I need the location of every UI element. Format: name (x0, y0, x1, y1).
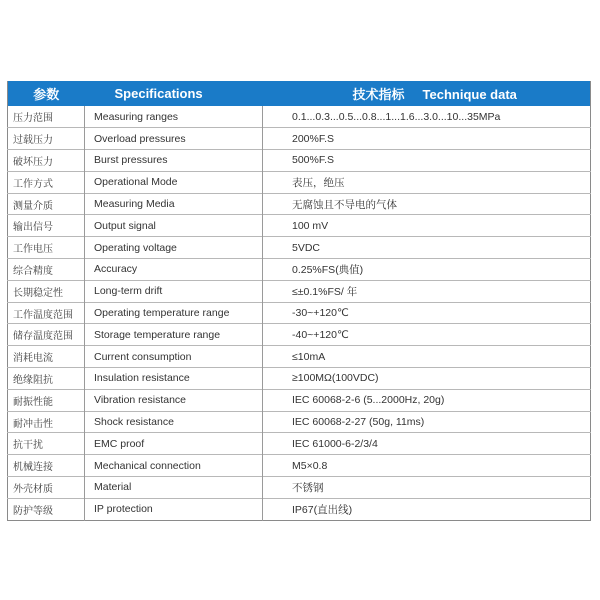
value-cell: 0.25%FS(典值) (263, 259, 591, 281)
value-cell: 5VDC (263, 237, 591, 259)
value-cell: 100 mV (263, 215, 591, 237)
param-en-cell: Overload pressures (85, 128, 263, 150)
param-zh-cell: 耐冲击性 (8, 411, 85, 433)
spec-table (7, 81, 591, 521)
table-row (8, 455, 591, 477)
value-cell: IP67(直出线) (263, 498, 591, 520)
param-zh-cell: 储存温度范围 (8, 324, 85, 346)
table-row (8, 498, 591, 520)
param-en-cell: Operating temperature range (85, 302, 263, 324)
param-zh-cell: 输出信号 (8, 215, 85, 237)
value-cell: -30~+120℃ (263, 302, 591, 324)
table-row (8, 368, 591, 390)
table-row (8, 324, 591, 346)
table-header (8, 81, 591, 106)
param-zh-cell: 过载压力 (8, 128, 85, 150)
param-en-cell: IP protection (85, 498, 263, 520)
table-row (8, 302, 591, 324)
param-zh-cell: 工作电压 (8, 237, 85, 259)
param-zh-cell: 消耗电流 (8, 346, 85, 368)
table-row (8, 215, 591, 237)
param-zh-cell: 工作方式 (8, 171, 85, 193)
param-zh-cell: 绝缘阻抗 (8, 368, 85, 390)
table-row (8, 411, 591, 433)
param-zh-cell: 外壳材质 (8, 477, 85, 499)
value-cell: ≥100MΩ(100VDC) (263, 368, 591, 390)
param-en-cell: Insulation resistance (85, 368, 263, 390)
table-row (8, 193, 591, 215)
param-en-cell: Storage temperature range (85, 324, 263, 346)
param-en-cell: Output signal (85, 215, 263, 237)
param-en-cell: Measuring Media (85, 193, 263, 215)
param-en-cell: Mechanical connection (85, 455, 263, 477)
table-row (8, 171, 591, 193)
table-row (8, 150, 591, 172)
param-zh-cell: 机械连接 (8, 455, 85, 477)
value-cell: M5×0.8 (263, 455, 591, 477)
value-cell: IEC 61000-6-2/3/4 (263, 433, 591, 455)
value-cell: ≤±0.1%FS/ 年 (263, 280, 591, 302)
table-row (8, 346, 591, 368)
header-row (8, 81, 591, 106)
value-cell: 不锈钢 (263, 477, 591, 499)
table-row (8, 237, 591, 259)
param-en-cell: Operating voltage (85, 237, 263, 259)
param-en-cell: Measuring ranges (85, 106, 263, 128)
header-specifications: Specifications (114, 86, 203, 101)
param-en-cell: Current consumption (85, 346, 263, 368)
value-cell: IEC 60068-2-6 (5...2000Hz, 20g) (263, 389, 591, 411)
table-row (8, 259, 591, 281)
param-zh-cell: 压力范围 (13, 113, 53, 125)
param-zh-cell: 耐振性能 (8, 389, 85, 411)
value-cell: 200%F.S (263, 128, 591, 150)
param-zh-cell: 测量介质 (8, 193, 85, 215)
param-en-cell: Accuracy (85, 259, 263, 281)
param-en-cell: EMC proof (85, 433, 263, 455)
value-cell: IEC 60068-2-27 (50g, 11ms) (263, 411, 591, 433)
param-en-cell: Shock resistance (85, 411, 263, 433)
table-row (8, 477, 591, 499)
param-en-cell: Vibration resistance (85, 389, 263, 411)
param-en-cell: Material (85, 477, 263, 499)
param-zh-cell: 长期稳定性 (8, 280, 85, 302)
table-row (8, 280, 591, 302)
table-row (8, 433, 591, 455)
table-row (8, 128, 591, 150)
value-cell: 无腐蚀且不导电的气体 (263, 193, 591, 215)
param-zh-cell: 防护等级 (8, 498, 85, 520)
param-zh-cell: 抗干扰 (8, 433, 85, 455)
header-value-zh: 技术指标 (352, 87, 405, 102)
value-cell: 500%F.S (263, 150, 591, 172)
value-cell: 表压，绝压 (263, 171, 591, 193)
param-en-cell: Long-term drift (85, 280, 263, 302)
table-body (8, 106, 591, 520)
header-value-en: Technique data (422, 87, 517, 102)
param-zh-cell: 综合精度 (8, 259, 85, 281)
header-technique-data (263, 81, 591, 106)
value-cell: ≤10mA (263, 346, 591, 368)
param-zh-cell: 破坏压力 (8, 150, 85, 172)
value-cell: 0.1...0.3...0.5...0.8...1...1.6...3.0...10...35MPa (263, 106, 591, 128)
table-row (8, 106, 591, 128)
header-param-zh: 参数 (33, 87, 60, 102)
param-en-cell: Operational Mode (85, 171, 263, 193)
table-row (8, 389, 591, 411)
value-cell: -40~+120℃ (263, 324, 591, 346)
param-zh-cell: 工作温度范围 (8, 302, 85, 324)
param-en-cell: Burst pressures (85, 150, 263, 172)
